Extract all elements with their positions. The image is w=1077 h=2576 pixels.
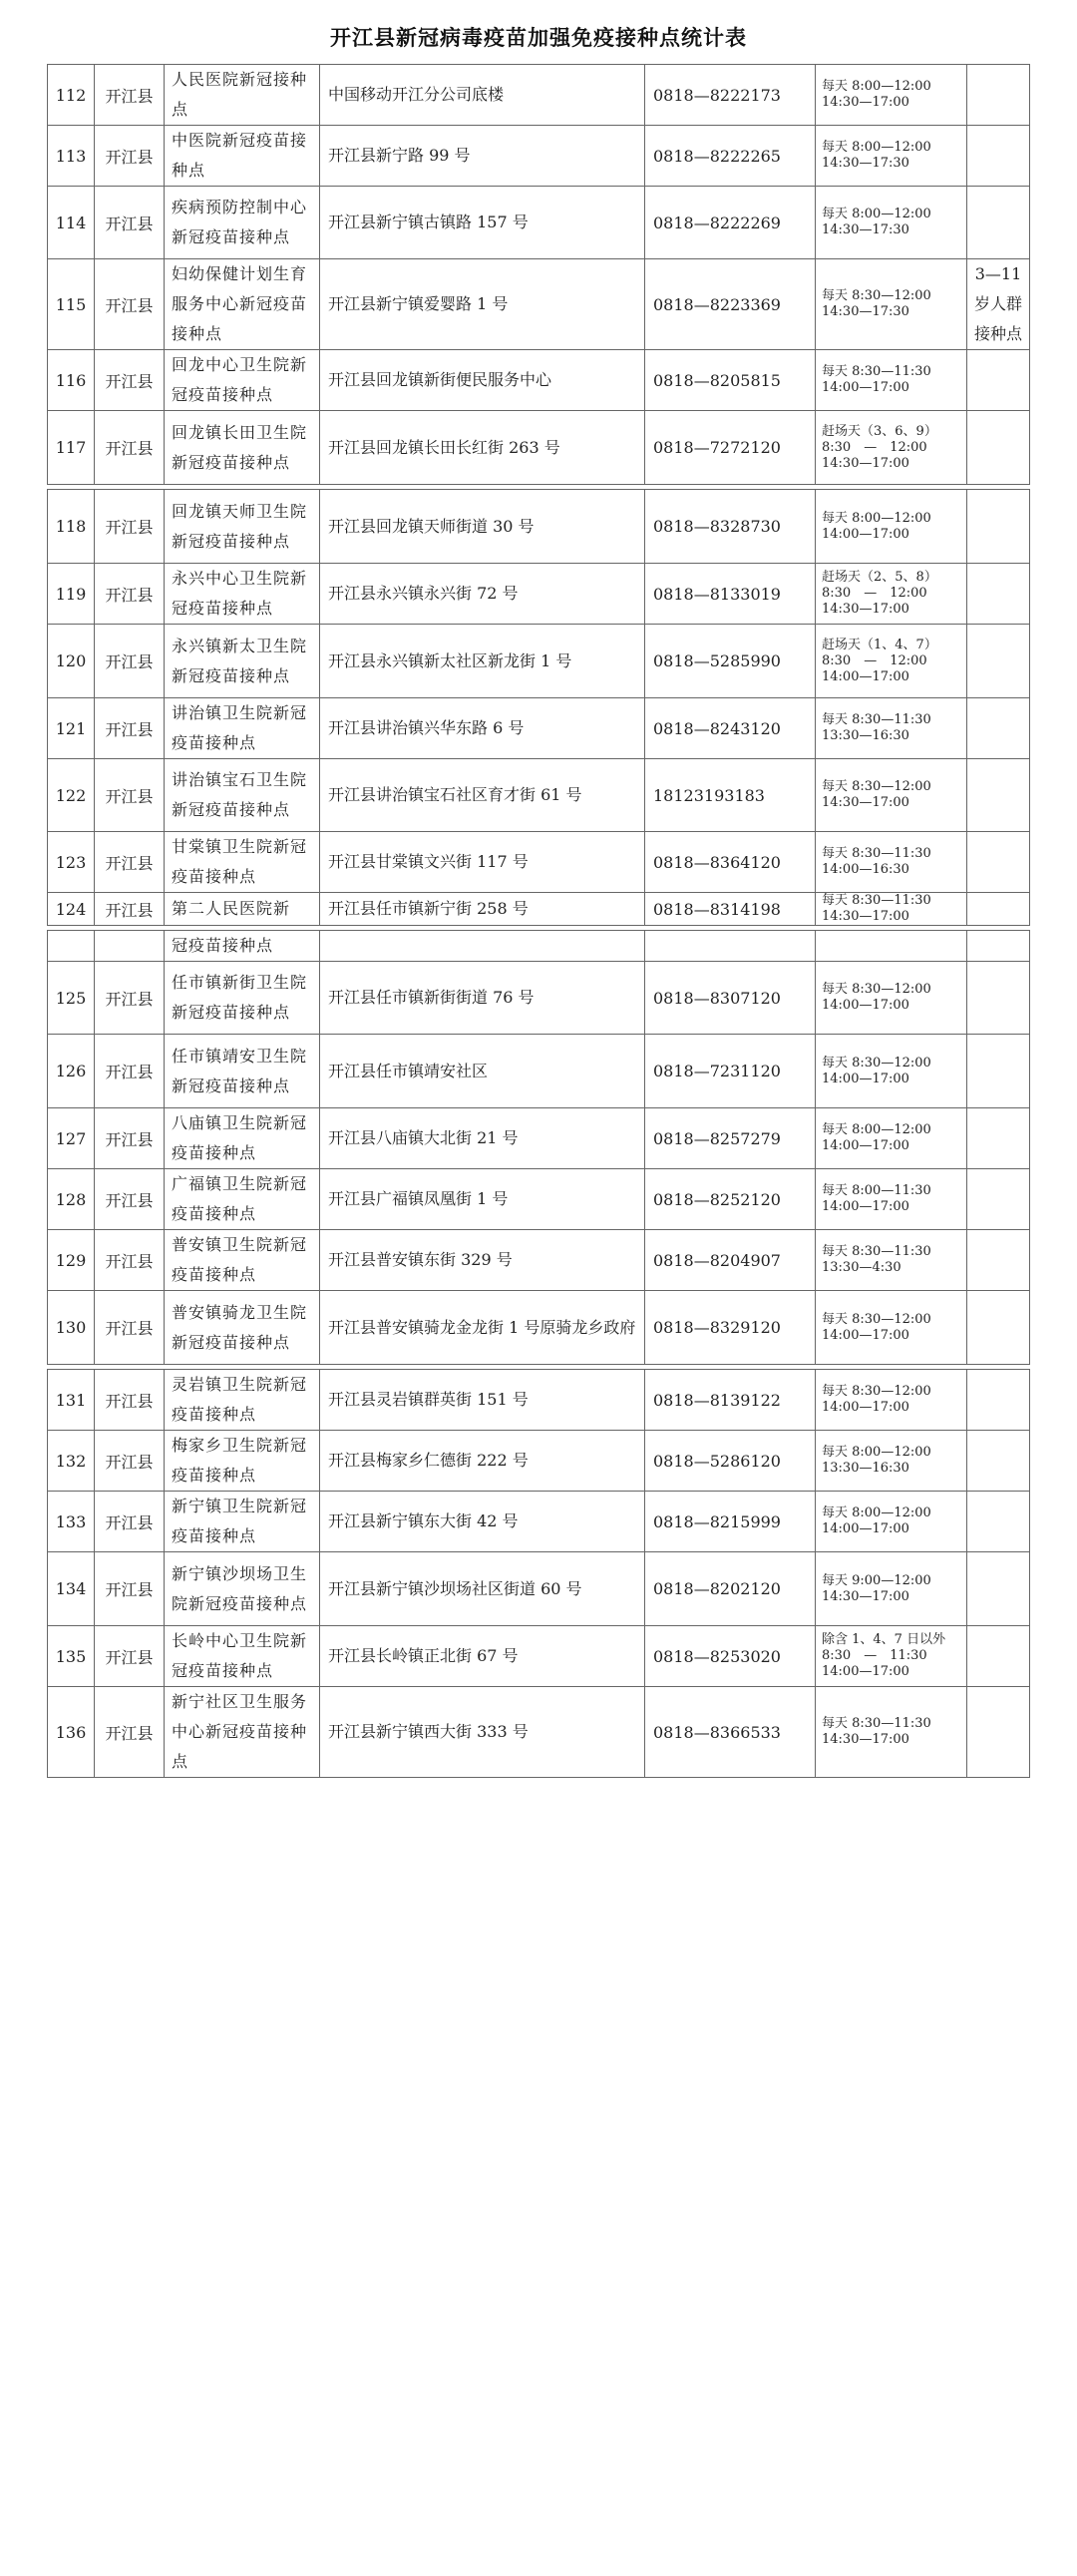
- table-row: [48, 1552, 1030, 1626]
- hours-cell: 每天 8:30—12:00 14:00—17:00: [816, 1291, 967, 1365]
- phone-cell: 0818—8222269: [645, 187, 816, 259]
- table-row: [48, 962, 1030, 1035]
- phone-cell: 0818—7231120: [645, 1035, 816, 1108]
- hours-cell: 每天 8:00—12:00 14:00—17:00: [816, 1492, 967, 1552]
- hours-cell: 每天 8:00—12:00 13:30—16:30: [816, 1431, 967, 1492]
- address-cell: 开江县任市镇新宁街 258 号: [320, 893, 645, 926]
- county-cell: 开江县: [95, 564, 165, 625]
- hours-cell: 每天 8:00—12:00 14:00—17:00: [816, 1108, 967, 1169]
- phone-cell: 18123193183: [645, 759, 816, 832]
- site-name-cell: 普安镇骑龙卫生院新冠疫苗接种点: [165, 1291, 320, 1365]
- address-cell: 中国移动开江分公司底楼: [320, 65, 645, 126]
- county-cell: 开江县: [95, 1108, 165, 1169]
- hours-cell: 每天 8:30—11:30 13:30—16:30: [816, 698, 967, 759]
- table-row: [48, 1492, 1030, 1552]
- site-name-cell: 回龙镇天师卫生院新冠疫苗接种点: [165, 490, 320, 564]
- address-cell: 开江县普安镇骑龙金龙街 1 号原骑龙乡政府: [320, 1291, 645, 1365]
- phone-cell: 0818—8329120: [645, 1291, 816, 1365]
- site-name-cell: 任市镇新街卫生院新冠疫苗接种点: [165, 962, 320, 1035]
- hours-cell: 每天 8:00—12:00 14:30—17:00: [816, 65, 967, 126]
- note-cell: [967, 759, 1030, 832]
- table-row: [48, 564, 1030, 625]
- row-number: 116: [48, 350, 95, 411]
- row-number: 132: [48, 1431, 95, 1492]
- note-cell: [967, 411, 1030, 485]
- row-number: 124: [48, 893, 95, 926]
- note-cell: [967, 126, 1030, 187]
- site-name-cell: 任市镇靖安卫生院新冠疫苗接种点: [165, 1035, 320, 1108]
- site-name-cell: 冠疫苗接种点: [165, 931, 320, 962]
- county-cell: 开江县: [95, 350, 165, 411]
- hours-cell: 每天 8:30—12:00 14:00—17:00: [816, 1370, 967, 1431]
- address-cell: 开江县讲治镇宝石社区育才街 61 号: [320, 759, 645, 832]
- site-name-cell: 人民医院新冠接种点: [165, 65, 320, 126]
- note-cell: [967, 1687, 1030, 1778]
- address-cell: 开江县长岭镇正北街 67 号: [320, 1626, 645, 1687]
- table-row: [48, 126, 1030, 187]
- row-number: 133: [48, 1492, 95, 1552]
- row-number: 131: [48, 1370, 95, 1431]
- site-name-cell: 新宁社区卫生服务中心新冠疫苗接种点: [165, 1687, 320, 1778]
- table-row: [48, 1626, 1030, 1687]
- site-name-cell: 讲治镇宝石卫生院新冠疫苗接种点: [165, 759, 320, 832]
- note-cell: [967, 1291, 1030, 1365]
- site-name-cell: 回龙中心卫生院新冠疫苗接种点: [165, 350, 320, 411]
- phone-cell: 0818—5286120: [645, 1431, 816, 1492]
- phone-cell: 0818—5285990: [645, 625, 816, 698]
- address-cell: 开江县任市镇新街街道 76 号: [320, 962, 645, 1035]
- phone-cell: 0818—8253020: [645, 1626, 816, 1687]
- phone-cell: 0818—7272120: [645, 411, 816, 485]
- note-cell: [967, 625, 1030, 698]
- county-cell: 开江县: [95, 625, 165, 698]
- row-number: 126: [48, 1035, 95, 1108]
- phone-cell: [645, 931, 816, 962]
- row-number: 123: [48, 832, 95, 893]
- county-cell: 开江县: [95, 832, 165, 893]
- site-name-cell: 中医院新冠疫苗接种点: [165, 126, 320, 187]
- table-row: [48, 65, 1030, 126]
- row-number: 127: [48, 1108, 95, 1169]
- hours-cell: 每天 8:00—12:00 14:00—17:00: [816, 490, 967, 564]
- note-cell: [967, 1492, 1030, 1552]
- note-cell: [967, 1108, 1030, 1169]
- note-cell: [967, 1169, 1030, 1230]
- county-cell: 开江县: [95, 1431, 165, 1492]
- county-cell: 开江县: [95, 1626, 165, 1687]
- site-name-cell: 永兴镇新太卫生院新冠疫苗接种点: [165, 625, 320, 698]
- hours-cell: [816, 931, 967, 962]
- row-number: [48, 931, 95, 962]
- row-number: 130: [48, 1291, 95, 1365]
- address-cell: 开江县永兴镇永兴街 72 号: [320, 564, 645, 625]
- address-cell: 开江县八庙镇大北街 21 号: [320, 1108, 645, 1169]
- phone-cell: 0818—8223369: [645, 259, 816, 350]
- address-cell: 开江县新宁镇东大街 42 号: [320, 1492, 645, 1552]
- note-cell: [967, 187, 1030, 259]
- address-cell: 开江县回龙镇天师街道 30 号: [320, 490, 645, 564]
- county-cell: [95, 931, 165, 962]
- phone-cell: 0818—8314198: [645, 893, 816, 926]
- phone-cell: 0818—8252120: [645, 1169, 816, 1230]
- row-number: 128: [48, 1169, 95, 1230]
- table-row: [48, 411, 1030, 485]
- note-cell: 3—11 岁人群接种点: [967, 259, 1030, 350]
- note-cell: [967, 1370, 1030, 1431]
- table-row: [48, 1431, 1030, 1492]
- note-cell: [967, 962, 1030, 1035]
- hours-cell: 每天 8:00—11:30 14:00—17:00: [816, 1169, 967, 1230]
- phone-cell: 0818—8202120: [645, 1552, 816, 1626]
- site-name-cell: 八庙镇卫生院新冠疫苗接种点: [165, 1108, 320, 1169]
- site-name-cell: 第二人民医院新: [165, 893, 320, 926]
- phone-cell: 0818—8205815: [645, 350, 816, 411]
- row-number: 117: [48, 411, 95, 485]
- hours-cell: 赶场天（1、4、7） 8:30 — 12:00 14:00—17:00: [816, 625, 967, 698]
- address-cell: 开江县讲治镇兴华东路 6 号: [320, 698, 645, 759]
- county-cell: 开江县: [95, 126, 165, 187]
- county-cell: 开江县: [95, 759, 165, 832]
- table-row: [48, 350, 1030, 411]
- address-cell: 开江县广福镇凤凰街 1 号: [320, 1169, 645, 1230]
- hours-cell: 每天 8:30—12:00 14:30—17:30: [816, 259, 967, 350]
- table-row: [48, 259, 1030, 350]
- address-cell: 开江县甘棠镇文兴街 117 号: [320, 832, 645, 893]
- phone-cell: 0818—8215999: [645, 1492, 816, 1552]
- vaccination-sites-table: [47, 64, 1030, 1778]
- county-cell: 开江县: [95, 1370, 165, 1431]
- county-cell: 开江县: [95, 490, 165, 564]
- note-cell: [967, 1431, 1030, 1492]
- site-name-cell: 永兴中心卫生院新冠疫苗接种点: [165, 564, 320, 625]
- row-number: 121: [48, 698, 95, 759]
- address-cell: 开江县新宁镇沙坝场社区街道 60 号: [320, 1552, 645, 1626]
- address-cell: 开江县回龙镇长田长红街 263 号: [320, 411, 645, 485]
- hours-cell: 每天 8:30—11:30 13:30—4:30: [816, 1230, 967, 1291]
- site-name-cell: 甘棠镇卫生院新冠疫苗接种点: [165, 832, 320, 893]
- site-name-cell: 灵岩镇卫生院新冠疫苗接种点: [165, 1370, 320, 1431]
- address-cell: 开江县回龙镇新街便民服务中心: [320, 350, 645, 411]
- row-number: 119: [48, 564, 95, 625]
- site-name-cell: 新宁镇卫生院新冠疫苗接种点: [165, 1492, 320, 1552]
- site-name-cell: 梅家乡卫生院新冠疫苗接种点: [165, 1431, 320, 1492]
- table-row: [48, 832, 1030, 893]
- table-row: [48, 1291, 1030, 1365]
- county-cell: 开江县: [95, 1492, 165, 1552]
- address-cell: 开江县新宁路 99 号: [320, 126, 645, 187]
- row-number: 125: [48, 962, 95, 1035]
- address-cell: 开江县普安镇东街 329 号: [320, 1230, 645, 1291]
- table-row: [48, 759, 1030, 832]
- hours-cell: 每天 8:30—11:30 14:30—17:00: [816, 893, 967, 926]
- site-name-cell: 新宁镇沙坝场卫生院新冠疫苗接种点: [165, 1552, 320, 1626]
- hours-cell: 每天 8:00—12:00 14:30—17:30: [816, 126, 967, 187]
- county-cell: 开江县: [95, 1035, 165, 1108]
- table-row: [48, 1035, 1030, 1108]
- site-name-cell: 妇幼保健计划生育服务中心新冠疫苗接种点: [165, 259, 320, 350]
- row-number: 114: [48, 187, 95, 259]
- phone-cell: 0818—8364120: [645, 832, 816, 893]
- hours-cell: 每天 9:00—12:00 14:30—17:00: [816, 1552, 967, 1626]
- phone-cell: 0818—8204907: [645, 1230, 816, 1291]
- address-cell: 开江县新宁镇古镇路 157 号: [320, 187, 645, 259]
- hours-cell: 每天 8:30—11:30 14:30—17:00: [816, 1687, 967, 1778]
- address-cell: 开江县任市镇靖安社区: [320, 1035, 645, 1108]
- county-cell: 开江县: [95, 698, 165, 759]
- phone-cell: 0818—8257279: [645, 1108, 816, 1169]
- address-cell: 开江县新宁镇爱婴路 1 号: [320, 259, 645, 350]
- county-cell: 开江县: [95, 259, 165, 350]
- row-number: 129: [48, 1230, 95, 1291]
- table-row: [48, 1370, 1030, 1431]
- note-cell: [967, 893, 1030, 926]
- note-cell: [967, 1230, 1030, 1291]
- site-name-cell: 普安镇卫生院新冠疫苗接种点: [165, 1230, 320, 1291]
- site-name-cell: 讲治镇卫生院新冠疫苗接种点: [165, 698, 320, 759]
- row-number: 135: [48, 1626, 95, 1687]
- table-row: [48, 893, 1030, 926]
- county-cell: 开江县: [95, 1291, 165, 1365]
- county-cell: 开江县: [95, 1687, 165, 1778]
- note-cell: [967, 1626, 1030, 1687]
- table-row: [48, 490, 1030, 564]
- note-cell: [967, 350, 1030, 411]
- site-name-cell: 长岭中心卫生院新冠疫苗接种点: [165, 1626, 320, 1687]
- table-row: [48, 187, 1030, 259]
- row-number: 134: [48, 1552, 95, 1626]
- phone-cell: 0818—8243120: [645, 698, 816, 759]
- phone-cell: 0818—8222265: [645, 126, 816, 187]
- county-cell: 开江县: [95, 893, 165, 926]
- phone-cell: 0818—8139122: [645, 1370, 816, 1431]
- hours-cell: 每天 8:30—11:30 14:00—17:00: [816, 350, 967, 411]
- table-row: [48, 1169, 1030, 1230]
- note-cell: [967, 832, 1030, 893]
- county-cell: 开江县: [95, 1230, 165, 1291]
- table-row: [48, 698, 1030, 759]
- table-row: [48, 625, 1030, 698]
- hours-cell: 赶场天（3、6、9） 8:30 — 12:00 14:30—17:00: [816, 411, 967, 485]
- county-cell: 开江县: [95, 962, 165, 1035]
- phone-cell: 0818—8133019: [645, 564, 816, 625]
- table-row: [48, 931, 1030, 962]
- address-cell: 开江县永兴镇新太社区新龙街 1 号: [320, 625, 645, 698]
- note-cell: [967, 1035, 1030, 1108]
- note-cell: [967, 65, 1030, 126]
- row-number: 115: [48, 259, 95, 350]
- site-name-cell: 疾病预防控制中心新冠疫苗接种点: [165, 187, 320, 259]
- hours-cell: 除含 1、4、7 日以外 8:30 — 11:30 14:00—17:00: [816, 1626, 967, 1687]
- phone-cell: 0818—8307120: [645, 962, 816, 1035]
- row-number: 120: [48, 625, 95, 698]
- site-name-cell: 广福镇卫生院新冠疫苗接种点: [165, 1169, 320, 1230]
- row-number: 113: [48, 126, 95, 187]
- table-row: [48, 1230, 1030, 1291]
- note-cell: [967, 931, 1030, 962]
- phone-cell: 0818—8328730: [645, 490, 816, 564]
- note-cell: [967, 698, 1030, 759]
- note-cell: [967, 1552, 1030, 1626]
- row-number: 122: [48, 759, 95, 832]
- hours-cell: 赶场天（2、5、8） 8:30 — 12:00 14:30—17:00: [816, 564, 967, 625]
- address-cell: 开江县梅家乡仁德街 222 号: [320, 1431, 645, 1492]
- phone-cell: 0818—8366533: [645, 1687, 816, 1778]
- note-cell: [967, 564, 1030, 625]
- hours-cell: 每天 8:30—11:30 14:00—16:30: [816, 832, 967, 893]
- row-number: 112: [48, 65, 95, 126]
- county-cell: 开江县: [95, 65, 165, 126]
- address-cell: 开江县新宁镇西大街 333 号: [320, 1687, 645, 1778]
- hours-cell: 每天 8:30—12:00 14:30—17:00: [816, 759, 967, 832]
- county-cell: 开江县: [95, 1169, 165, 1230]
- table-row: [48, 1108, 1030, 1169]
- county-cell: 开江县: [95, 411, 165, 485]
- hours-cell: 每天 8:30—12:00 14:00—17:00: [816, 962, 967, 1035]
- row-number: 118: [48, 490, 95, 564]
- row-number: 136: [48, 1687, 95, 1778]
- site-name-cell: 回龙镇长田卫生院新冠疫苗接种点: [165, 411, 320, 485]
- table-row: [48, 1687, 1030, 1778]
- page-title: 开江县新冠病毒疫苗加强免疫接种点统计表: [330, 25, 747, 50]
- note-cell: [967, 490, 1030, 564]
- hours-cell: 每天 8:00—12:00 14:30—17:30: [816, 187, 967, 259]
- county-cell: 开江县: [95, 187, 165, 259]
- county-cell: 开江县: [95, 1552, 165, 1626]
- phone-cell: 0818—8222173: [645, 65, 816, 126]
- address-cell: [320, 931, 645, 962]
- hours-cell: 每天 8:30—12:00 14:00—17:00: [816, 1035, 967, 1108]
- address-cell: 开江县灵岩镇群英街 151 号: [320, 1370, 645, 1431]
